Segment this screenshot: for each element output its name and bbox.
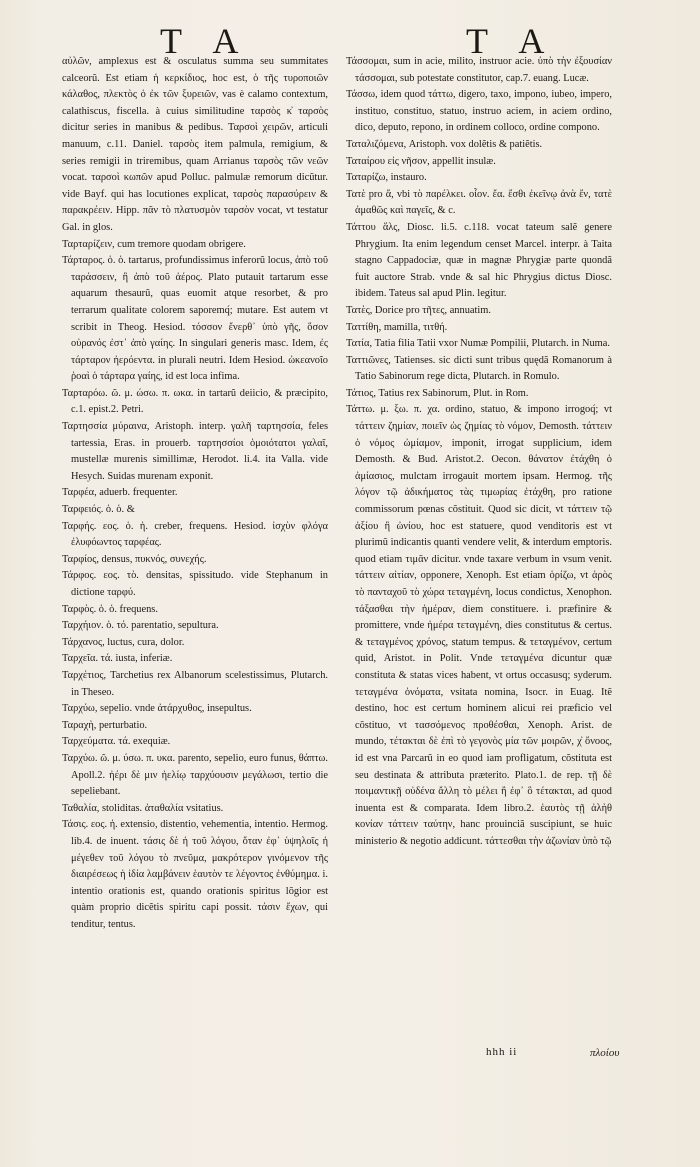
entry: Ταρταρίζειν, cum tremore quodam obrigere. (62, 238, 246, 250)
entry: Τάττου ἅλς, Diosc. li.5. c.118. vocat tateum salẽ genere Phrygium. Ita enim legendum censet Marcel. interpr. à Taita stagno Cappadociæ, quæ in magnæ Phrygiæ parte quondã fuit auctore Strab. vnde & sal hic Phrygius dictus Diosc. ibidem. Tateus sal apud Plin. legitur. (346, 221, 612, 300)
entry: Ταρχύω, sepelio. vnde ἀτάρχυθος, insepultus. (62, 703, 252, 715)
entry: Ταταλιζόμενα, Aristoph. vox dolẽtis & patiẽtis. (346, 138, 543, 150)
entry: Τάττω. μ. ξω. π. χα. ordino, statuo, & impono irrogoq́; vt τάττειν ζημίαν, ποιεῖν ὡς ζημίας τὸ νόμον, Demosth. τάττειν ὁ νόμος ὠμίαμον, imponit, irrogat supplicium, idem Demosth. & Bud. Aristot.2. Oecon. θάνατον ἐτάχθη ὁ ἀμίασιος, mulctam irrogauit mortem ipsam. Hermog. τῆς λόγον τῷ ἀδικήματος τὰς τιμωρίας ἐτάχθη, pro ratione commissorum pœnas cõstituit. Quod sic dicit, vt τάττειν τῷ ἀξίου ἢ ὠνίου, hoc est statuere, quod venditoris est vt plurimũ indicantis quanti vendere velit, & interdum emptoris. quod etiam τιμᾶν dicitur. vnde taxare verbum in vsum venit. τάττειν αἰτίαν, opponere, Xenoph. Est etiam ὁρίζω, vt ἀρὸς τὸ πανταχοῦ τὸ χώρα τεταγμένη, locus condictus, Xenophon. τάξασθαι τὴν ἡμέραν, diem constituere. i. præfinire & promittere, vnde ἡμέρα τεταγμένη, dies constitutus & certus. & τεταγμένος χρόνος, statum tempus. & τεταγμένον, certum quid, Aristot. in Polit. Vnde τεταγμένα dicuntur quæ constituta & statas vices habent, vt ortus occasusq; syderum. τεταγμένα ὀνόματα, vsitata nomina, Isocr. in Euag. Itẽ destino, hoc est certum hominem alicui rei præficio vel cõstituo, vt τασσόμενος προθέσθαι, Xenoph. Arist. de mundo, τέτακται δὲ ἐπὶ τὸ γεγονὸς μία τῶν μοιρῶν, χ̓ ὄνοος, id est vna Parcarũ in eo quod iam profligatum, cõstituta est seu destinata & attributa præterito. Plato.1. de rep. τῇ δὲ ποιμαντικῇ οὐδένα ἄλλη τὸ μέλει ἢ ἐφ᾽ ὃ τέτακται, ad quod inuenta est & comparata. Idem libro.2. ἑαυτὸς τῇ ἀλὴθ κονίαν τάττειν ταύτην, hanc prouinciã suscipiunt, se huic ministerio & negotio addicunt. τάττεσθαι τὴν ἀζωνίαν ὑπὸ τῷ (346, 404, 612, 847)
entry: Ταρφέα, aduerb. frequenter. (62, 487, 178, 499)
entry: Τάρχανος, luctus, cura, dolor. (62, 636, 185, 648)
entry: Ταρχεύματα. τά. exequiæ. (62, 736, 171, 748)
entry: Τατὲς, Dorice pro τῆτες, annuatim. (346, 304, 491, 316)
entry: Ταρτησσία μύραινα, Aristoph. interp. γαλῆ ταρτησσία, feles tartessia, Eras. in prouerb. ταρτησσίοι ὁμοιότατοι γαλαῖ, mustellæ murenis simillimæ, Herodot. li.4. ita Valla. vide Hesych. Suidas murenam exponit. (62, 421, 328, 482)
entry: Ταρχήιον. ὁ. τό. parentatio, sepultura. (62, 620, 219, 632)
entry: Ταταίρου εἰς νῆσον, appellit insulæ. (346, 155, 496, 167)
entry: Ταθαλία, stoliditas. ἀταθαλία vsitatius. (62, 802, 224, 814)
entry: Ταρχεῖα. τά. iusta, inferiæ. (62, 653, 173, 665)
signature-mark: hhh ii (486, 1046, 518, 1058)
right-column (346, 54, 612, 851)
entry: Ταρταρόω. ῶ. μ. ώσω. π. ωκα. in tartarũ deiicio, & præcipito, c.1. epist.2. Petri. (62, 387, 328, 416)
entry: Ταττιῶνες, Tatienses. sic dicti sunt tribus quędã Romanorum à Tatio Sabinorum rege dicta, Plutarch. in Romulo. (346, 354, 612, 383)
entry: Τάτιος, Tatius rex Sabinorum, Plut. in Rom. (346, 387, 529, 399)
entry: Ταρφής. εος. ὁ. ἡ. creber, frequens. Hesiod. ἰσχὺν φλόγα ἐλυφόωντος ταρφέας. (62, 520, 328, 549)
entry: Ταττίθη, mamilla, τιτθή. (346, 321, 448, 333)
entry: Τάσις. εος. ἡ. extensio, distentio, vehementia, intentio. Hermog. lib.4. de inuent. τάσις δὲ ἡ τοῦ λόγου, ὅταν ἐφ᾽ ὑψηλοῖς ἡ μέγεθεν τοῦ λόγου τὸ πνεῦμα, μακρότερον γινόμενον τῆς διαιρέσεως ἡ ἰδία λαμβάνειν ἑαυτὸν τε λέγοντος ἐνθύμημα. i. intentio orationis est, quando orationis spiritus lõgior est quàm proprio dicẽtis spiritu capi possit. τάσιν ἔχων, qui tenditur, tentus. (62, 819, 328, 930)
entry: Τάσσομαι, sum in acie, milito, instruor acie. ὑπὸ τὴν ἐξουσίαν τάσσομαι, sub potestate constitutor, cap.7. euang. Lucæ. (346, 56, 612, 84)
left-column (62, 54, 328, 933)
entry: Τάρφος. εος. τὸ. densitas, spissitudo. vide Stephanum in dictione ταρφύ. (62, 570, 328, 598)
entry: Ταραχὴ, perturbatio. (62, 719, 148, 731)
running-head-left: T A (160, 21, 251, 61)
entry: Ταρφὸς. ὁ. ὁ. frequens. (62, 603, 158, 615)
entry: Ταρφίος, densus, πυκνός, συνεχής. (62, 553, 207, 565)
entry: Τατὲ pro ἄ, vbi τὸ παρέλκει. οἷον. ἔα. ἔσθι ἐκεῖνῳ ἀνὰ ἔν, τατὲ ἀμαθῶς καὶ παγεῖς, & c. (346, 188, 612, 217)
catchword: πλοίου (590, 1047, 620, 1059)
entry: Ταρφειός. ὁ. ὁ. & (62, 504, 135, 516)
entry: Τάσσω, idem quod τάττω, digero, taxo, impono, iubeo, impero, instituo, constituo, statuo, instruo aciem, in aciem ordino, dico, deputo, repono, in ordinem colloco, ordine compono. (346, 89, 612, 134)
entry: Τατία, Tatia filia Tatii vxor Numæ Pompilii, Plutarch. in Numa. (346, 338, 610, 350)
running-head-right: T A (466, 21, 557, 61)
entry: Τάρταρος. ὁ. ὁ. tartarus, profundissimus inferorũ locus, ἀπὸ τοῦ ταράσσειν, ἢ ἀπὸ τοῦ ἀέρος. Plato putauit tartarum esse aquarum thesaurũ, quas euomit atque resorbet, & pro terrarum qualitate colorem saporemq́; mutare. Est autem vt scribit in Theog. Hesiod. τόσσον ἔνερθ᾽ ὑπὸ γῆς, ὅσον οὐρανός ἐστ᾽ ἀπὸ γαίης. In singulari generis masc. Idem, ἐς τάρταρον ἠερόεντα. in plurali neutri. Idem Hesiod. ὠκεανοῖο ῥοαὶ ὁ τάρταρα γαίης, id est loca infima. (62, 255, 328, 383)
entry-continuation: αὐλῶν, amplexus est & osculatus summa seu summitates calceorũ. Est etiam ἡ κερκίδιος, hoc est, ὁ τῆς τυροποιῶν κάλαθος, πλεκτὸς ὁ ἐκ τῶν ξυρειῶν, vas è calamo contextum, calathiscus, fiscella. à cuius similitudine ταρσὸς κ̓ ταρσὸς dicitur series in manibus & pedibus. Ταρσοὶ χειρῶν, articuli manuum, c.11. Daniel. ταρσὸς item palmula, remigium, & series remigii in triremibus, quam Arrianus ταρσὸς τῶν νεῶν vocat. ταρσοὶ κωπῶν apud Polluc. palmulæ remorum dicũtur. vide Bayf. qui has locutiones explicat, ταρσὸς παρασύρειν & παρακρέειν. Hipp. πᾶν τὸ πλατυσμὸν ταρσὸν vocat, vt testatur Gal. in glos. (62, 56, 328, 233)
entry: Ταρχύω. ῶ. μ. ύσω. π. υκα. parento, sepelio, euro funus, θάπτω. Apoll.2. ἠέρι δὲ μιν ἠελίῳ ταρχύουσιν μεγάλωσι, tertio die sepeliebant. (62, 752, 328, 798)
entry: Ταταρίζω, instauro. (346, 172, 427, 184)
entry: Ταρχέτιος, Tarchetius rex Albanorum scelestissimus, Plutarch. in Theseo. (62, 669, 328, 698)
